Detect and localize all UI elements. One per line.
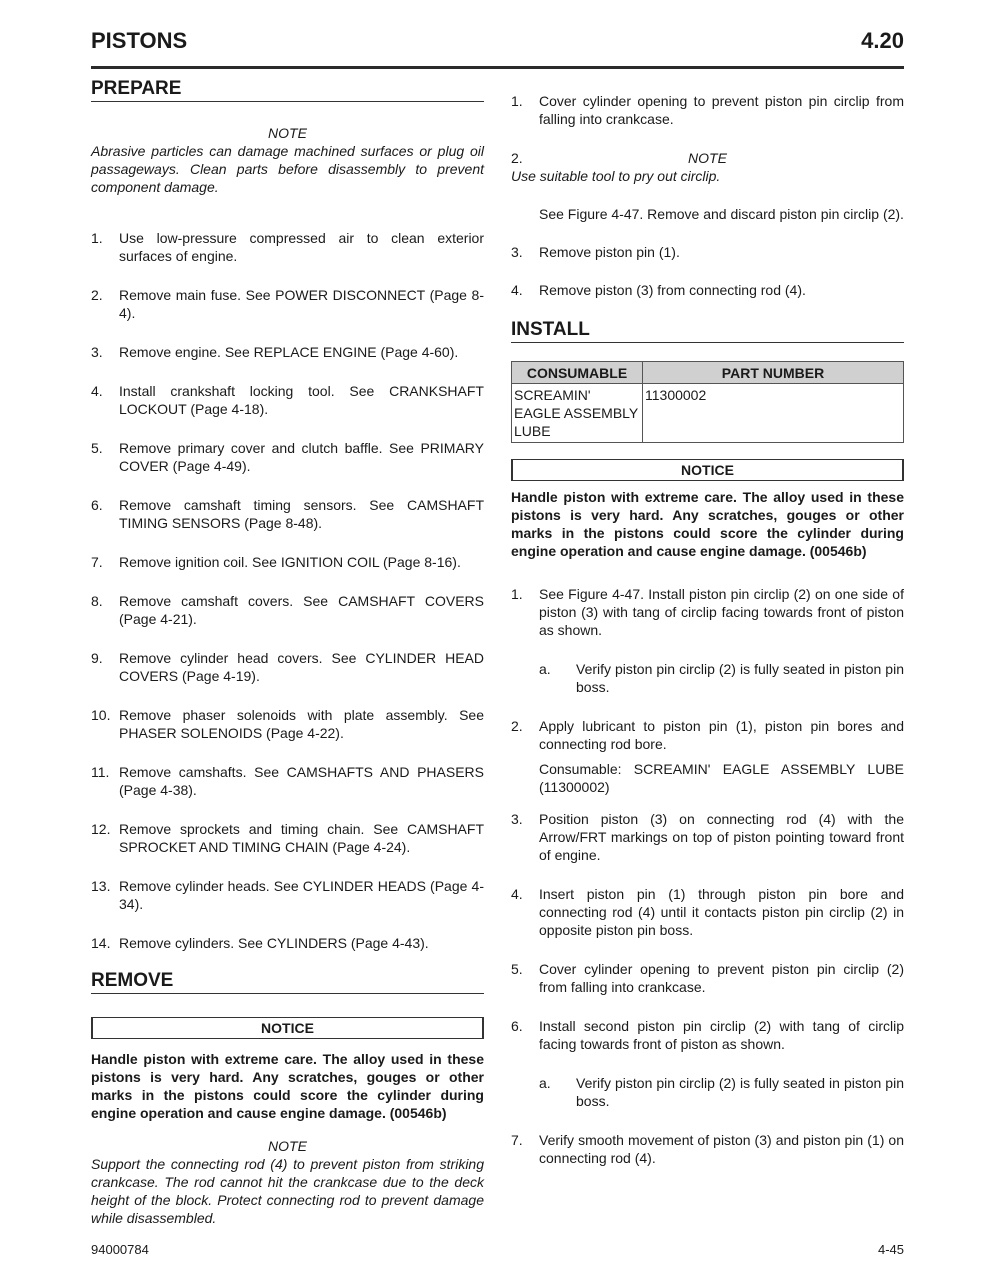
prepare-step-2: 2. Remove main fuse. See POWER DISCONNECT (Page 8-4). (91, 287, 484, 321)
remove-step-1: 1. Cover cylinder opening to prevent piston pin circlip from falling into crankcase. (511, 93, 904, 127)
install-step-1: 1. See Figure 4-47. Install piston pin circlip (2) on one side of piston (3) with tang of circlip facing towards front of piston as shown. (511, 586, 904, 638)
prepare-steps-list (91, 229, 484, 952)
prepare-note-text: Abrasive particles can damage machined surfaces or plug oil passageways. Clean parts before disassembly to prevent component damage. (91, 143, 484, 195)
page-title: PISTONS (91, 28, 188, 53)
prepare-step-9: 9. Remove cylinder head covers. See CYLINDER HEAD COVERS (Page 4-19). (91, 650, 484, 684)
install-heading: INSTALL (511, 319, 904, 343)
prepare-step-1: 1. Use low-pressure compressed air to clean exterior surfaces of engine. (91, 230, 484, 264)
prepare-step-4: 4. Install crankshaft locking tool. See CRANKSHAFT LOCKOUT (Page 4-18). (91, 383, 484, 417)
prepare-step-11: 11. Remove camshafts. See CAMSHAFTS AND PHASERS (Page 4-38). (91, 764, 484, 798)
prepare-step-14: 14. Remove cylinders. See CYLINDERS (Page 4-43). (91, 935, 429, 951)
remove-step-3: 3. Remove piston pin (1). (511, 244, 680, 260)
prepare-note-title: NOTE (268, 125, 307, 141)
install-step-1a: a. Verify piston pin circlip (2) is fully seated in piston pin boss. (539, 661, 904, 695)
remove-step2-text: See Figure 4-47. Remove and discard piston pin circlip (2). (539, 206, 904, 222)
install-step-6: 6. Install second piston pin circlip (2) with tang of circlip facing towards front of piston as shown. (511, 1018, 904, 1052)
prepare-step-3: 3. Remove engine. See REPLACE ENGINE (Page 4-60). (91, 344, 459, 360)
remove-step-2: 2. NOTE Use suitable tool to pry out circlip. (511, 149, 904, 185)
install-step-4: 4. Insert piston pin (1) through piston pin bore and connecting rod (4) until it contacts piston pin circlip (2) in opposite piston pin boss. (511, 886, 904, 938)
consumable-name-cell: SCREAMIN' EAGLE ASSEMBLY LUBE (512, 384, 643, 443)
remove-step2-note-title: NOTE (688, 150, 727, 166)
prepare-heading: PREPARE (91, 78, 484, 102)
prepare-step-13: 13. Remove cylinder heads. See CYLINDER HEADS (Page 4-34). (91, 878, 484, 912)
header-rule (91, 66, 904, 69)
remove-notice-box: NOTICE (91, 1017, 484, 1039)
remove-notice-text: Handle piston with extreme care. The alloy used in these pistons is very hard. Any scratches, gouges or other marks in the pistons could score the cylinder during engine operation and cause engine damage. (00546b) (91, 1051, 484, 1121)
prepare-step-6: 6. Remove camshaft timing sensors. See CAMSHAFT TIMING SENSORS (Page 8-48). (91, 497, 484, 531)
document-number: 94000784 (91, 1242, 149, 1257)
page-number: 4-45 (877, 1242, 904, 1257)
prepare-step-5: 5. Remove primary cover and clutch baffle. See PRIMARY COVER (Page 4-49). (91, 440, 484, 474)
part-number-col-header: PART NUMBER (643, 362, 904, 384)
part-number-cell: 11300002 (643, 384, 904, 443)
prepare-step-12: 12. Remove sprockets and timing chain. See CAMSHAFT SPROCKET AND TIMING CHAIN (Page 4-24). (91, 821, 484, 855)
install-step-6a: a. Verify piston pin circlip (2) is fully seated in piston pin boss. (539, 1075, 904, 1109)
prepare-step-10: 10. Remove phaser solenoids with plate assembly. See PHASER SOLENOIDS (Page 4-22). (91, 707, 484, 741)
consumable-col-header: CONSUMABLE (512, 362, 643, 384)
remove-heading: REMOVE (91, 970, 484, 994)
remove-note-text: Support the connecting rod (4) to prevent piston from striking crankcase. The rod cannot hit the crankcase due to the deck height of the block. Protect connecting rod to prevent damage while disassembled. (91, 1156, 484, 1226)
install-notice-box: NOTICE (511, 459, 904, 481)
right-column (511, 92, 904, 1167)
remove-step2-note-text: Use suitable tool to pry out circlip. (511, 168, 721, 184)
consumable-table (511, 361, 904, 443)
install-notice-text: Handle piston with extreme care. The alloy used in these pistons is very hard. Any scratches, gouges or other marks in the pistons could score the cylinder during engine operation and cause engine damage. (00546b) (511, 489, 904, 559)
install-step-7: 7. Verify smooth movement of piston (3) and piston pin (1) on connecting rod (4). (511, 1132, 904, 1166)
remove-note-title: NOTE (268, 1138, 307, 1154)
section-number: 4.20 (861, 28, 904, 53)
install-step-3: 3. Position piston (3) on connecting rod (4) with the Arrow/FRT markings on top of piston pointing toward front of engine. (511, 811, 904, 863)
install-step-5: 5. Cover cylinder opening to prevent piston pin circlip (2) from falling into crankcase. (511, 961, 904, 995)
install-step-2: 2. Apply lubricant to piston pin (1), piston pin bores and connecting rod bore. (511, 718, 904, 752)
install-step2-consumable: Consumable: SCREAMIN' EAGLE ASSEMBLY LUBE (11300002) (539, 761, 904, 795)
remove-step-4: 4. Remove piston (3) from connecting rod (4). (511, 282, 806, 298)
prepare-step-8: 8. Remove camshaft covers. See CAMSHAFT COVERS (Page 4-21). (91, 593, 484, 627)
left-column (91, 78, 484, 1227)
prepare-step-7: 7. Remove ignition coil. See IGNITION COIL (Page 8-16). (91, 554, 461, 570)
